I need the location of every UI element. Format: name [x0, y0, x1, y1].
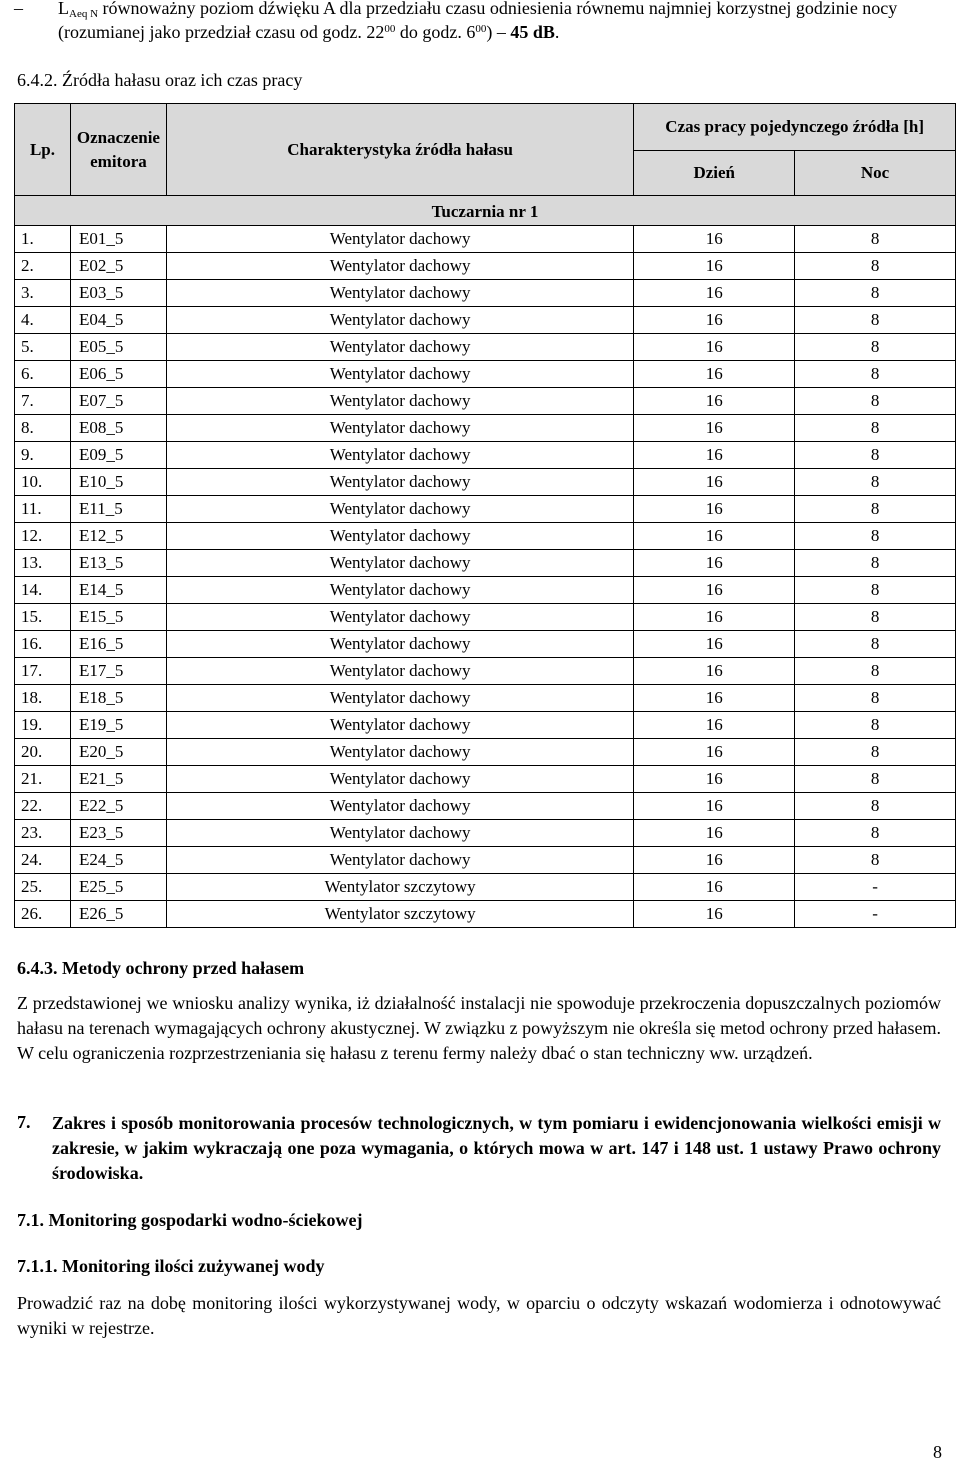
table-row — [15, 253, 956, 280]
table-row — [15, 361, 956, 388]
row-night: 8 — [795, 361, 956, 388]
header-night: Noc — [795, 151, 956, 196]
table-row — [15, 388, 956, 415]
row-lp: 5. — [15, 334, 71, 361]
table-row — [15, 604, 956, 631]
row-emitter: E23_5 — [70, 820, 166, 847]
table-row — [15, 793, 956, 820]
row-emitter: E21_5 — [70, 766, 166, 793]
row-characteristic: Wentylator szczytowy — [166, 901, 633, 928]
row-day: 16 — [634, 334, 795, 361]
row-night: 8 — [795, 577, 956, 604]
row-characteristic: Wentylator dachowy — [166, 523, 633, 550]
row-emitter: E25_5 — [70, 874, 166, 901]
intro-bullet — [14, 0, 944, 44]
row-lp: 15. — [15, 604, 71, 631]
row-characteristic: Wentylator dachowy — [166, 550, 633, 577]
row-emitter: E08_5 — [70, 415, 166, 442]
row-day: 16 — [634, 631, 795, 658]
row-characteristic: Wentylator dachowy — [166, 685, 633, 712]
row-lp: 12. — [15, 523, 71, 550]
row-night: 8 — [795, 226, 956, 253]
heading-6-4-3: 6.4.3. Metody ochrony przed hałasem — [17, 958, 305, 978]
row-day: 16 — [634, 361, 795, 388]
row-day: 16 — [634, 712, 795, 739]
row-day: 16 — [634, 847, 795, 874]
intro-text: $L_{Aeq N}$ równoważny poziom dźwięku A dla przedziału czasu odniesienia równemu najmniej korzystnej godzinie nocy (rozumianej jako przedział czasu od godz. $22^{00}$ do godz. $6^{00}) - 45$ dB. — [58, 0, 898, 42]
row-night: 8 — [795, 496, 956, 523]
row-night: 8 — [795, 307, 956, 334]
row-night: - — [795, 874, 956, 901]
row-lp: 20. — [15, 739, 71, 766]
row-characteristic: Wentylator dachowy — [166, 415, 633, 442]
row-characteristic: Wentylator dachowy — [166, 388, 633, 415]
row-night: 8 — [795, 631, 956, 658]
row-day: 16 — [634, 496, 795, 523]
row-emitter: E11_5 — [70, 496, 166, 523]
table-row — [15, 523, 956, 550]
row-emitter: E16_5 — [70, 631, 166, 658]
row-day: 16 — [634, 550, 795, 577]
row-characteristic: Wentylator dachowy — [166, 361, 633, 388]
row-characteristic: Wentylator dachowy — [166, 793, 633, 820]
page-number: 8 — [933, 1442, 942, 1462]
row-day: 16 — [634, 604, 795, 631]
table-row — [15, 307, 956, 334]
row-emitter: E24_5 — [70, 847, 166, 874]
row-lp: 1. — [15, 226, 71, 253]
row-lp: 7. — [15, 388, 71, 415]
row-lp: 18. — [15, 685, 71, 712]
row-lp: 13. — [15, 550, 71, 577]
paragraph-noise-protection: Z przedstawionej we wniosku analizy wynika, iż działalność instalacji nie spowoduje przekroczenia dopuszczalnych poziomów hałasu na terenach wymagających ochrony akustycznej. W związku z powyższym nie określa się metod ochrony przed hałasem. W celu ograniczenia rozprzestrzeniania się hałasu z terenu fermy należy dbać o stan techniczny ww. urządzeń. — [17, 993, 941, 1063]
row-lp: 21. — [15, 766, 71, 793]
row-lp: 23. — [15, 820, 71, 847]
row-night: 8 — [795, 523, 956, 550]
row-night: 8 — [795, 604, 956, 631]
row-lp: 26. — [15, 901, 71, 928]
row-night: 8 — [795, 334, 956, 361]
table-row — [15, 334, 956, 361]
row-lp: 3. — [15, 280, 71, 307]
row-lp: 8. — [15, 415, 71, 442]
row-night: 8 — [795, 469, 956, 496]
row-day: 16 — [634, 820, 795, 847]
row-emitter: E17_5 — [70, 658, 166, 685]
row-lp: 22. — [15, 793, 71, 820]
row-characteristic: Wentylator dachowy — [166, 280, 633, 307]
row-emitter: E02_5 — [70, 253, 166, 280]
row-lp: 10. — [15, 469, 71, 496]
table-row — [15, 280, 956, 307]
row-day: 16 — [634, 739, 795, 766]
table-row — [15, 685, 956, 712]
table-row — [15, 415, 956, 442]
table-row — [15, 874, 956, 901]
heading-7-1: 7.1. Monitoring gospodarki wodno-ściekowej — [17, 1210, 363, 1230]
section-7-heading: Zakres i sposób monitorowania procesów technologicznych, w tym pomiaru i ewidencjonowania wielkości emisji w zakresie, w jakim wykraczają one poza wymagania, o których mowa w art. 147 i 148 ust. 1 ustawy Prawo ochrony środowiska. — [52, 1113, 941, 1183]
row-night: 8 — [795, 712, 956, 739]
row-night: - — [795, 901, 956, 928]
row-characteristic: Wentylator dachowy — [166, 631, 633, 658]
row-night: 8 — [795, 658, 956, 685]
row-day: 16 — [634, 874, 795, 901]
row-characteristic: Wentylator dachowy — [166, 766, 633, 793]
header-characteristic: Charakterystyka źródła hałasu — [166, 104, 633, 196]
row-emitter: E03_5 — [70, 280, 166, 307]
row-night: 8 — [795, 442, 956, 469]
row-characteristic: Wentylator dachowy — [166, 820, 633, 847]
row-emitter: E12_5 — [70, 523, 166, 550]
row-characteristic: Wentylator dachowy — [166, 658, 633, 685]
heading-6-4-2: 6.4.2. Źródła hałasu oraz ich czas pracy — [17, 70, 303, 90]
table-row — [15, 820, 956, 847]
row-day: 16 — [634, 226, 795, 253]
row-day: 16 — [634, 442, 795, 469]
row-day: 16 — [634, 388, 795, 415]
header-emitter: Oznaczenie emitora — [70, 104, 166, 196]
row-emitter: E18_5 — [70, 685, 166, 712]
row-emitter: E05_5 — [70, 334, 166, 361]
row-lp: 25. — [15, 874, 71, 901]
row-day: 16 — [634, 577, 795, 604]
row-emitter: E06_5 — [70, 361, 166, 388]
table-row — [15, 469, 956, 496]
row-lp: 11. — [15, 496, 71, 523]
row-day: 16 — [634, 793, 795, 820]
row-characteristic: Wentylator dachowy — [166, 712, 633, 739]
row-lp: 14. — [15, 577, 71, 604]
row-day: 16 — [634, 766, 795, 793]
row-emitter: E04_5 — [70, 307, 166, 334]
row-emitter: E01_5 — [70, 226, 166, 253]
row-night: 8 — [795, 820, 956, 847]
table-row — [15, 847, 956, 874]
row-night: 8 — [795, 415, 956, 442]
row-lp: 24. — [15, 847, 71, 874]
row-day: 16 — [634, 658, 795, 685]
row-day: 16 — [634, 415, 795, 442]
table-row — [15, 901, 956, 928]
row-characteristic: Wentylator dachowy — [166, 604, 633, 631]
row-lp: 6. — [15, 361, 71, 388]
row-emitter: E20_5 — [70, 739, 166, 766]
table-row — [15, 739, 956, 766]
row-day: 16 — [634, 253, 795, 280]
section-row: Tuczarnia nr 1 — [15, 196, 956, 226]
row-night: 8 — [795, 739, 956, 766]
row-day: 16 — [634, 685, 795, 712]
row-characteristic: Wentylator dachowy — [166, 253, 633, 280]
header-day: Dzień — [634, 151, 795, 196]
table-row — [15, 226, 956, 253]
row-emitter: E13_5 — [70, 550, 166, 577]
row-night: 8 — [795, 685, 956, 712]
row-day: 16 — [634, 280, 795, 307]
row-lp: 19. — [15, 712, 71, 739]
row-night: 8 — [795, 793, 956, 820]
table-row — [15, 766, 956, 793]
row-day: 16 — [634, 523, 795, 550]
row-emitter: E15_5 — [70, 604, 166, 631]
row-day: 16 — [634, 307, 795, 334]
row-characteristic: Wentylator dachowy — [166, 307, 633, 334]
row-characteristic: Wentylator dachowy — [166, 226, 633, 253]
table-row — [15, 658, 956, 685]
row-emitter: E07_5 — [70, 388, 166, 415]
row-night: 8 — [795, 253, 956, 280]
row-lp: 17. — [15, 658, 71, 685]
table-row — [15, 550, 956, 577]
row-lp: 16. — [15, 631, 71, 658]
bullet-dash: – — [14, 0, 23, 18]
row-emitter: E10_5 — [70, 469, 166, 496]
row-emitter: E19_5 — [70, 712, 166, 739]
section-7-number: 7. — [17, 1112, 31, 1132]
noise-sources-table — [14, 103, 956, 928]
header-lp: Lp. — [15, 104, 71, 196]
table-row — [15, 712, 956, 739]
row-lp: 2. — [15, 253, 71, 280]
row-emitter: E22_5 — [70, 793, 166, 820]
row-night: 8 — [795, 766, 956, 793]
row-characteristic: Wentylator dachowy — [166, 334, 633, 361]
row-emitter: E14_5 — [70, 577, 166, 604]
paragraph-water-monitoring: Prowadzić raz na dobę monitoring ilości wykorzystywanej wody, w oparciu o odczyty wskazań wodomierza i odnotowywać wyniki w rejestrze. — [17, 1293, 941, 1338]
table-row — [15, 496, 956, 523]
row-characteristic: Wentylator dachowy — [166, 496, 633, 523]
row-characteristic: Wentylator dachowy — [166, 442, 633, 469]
header-work-time: Czas pracy pojedynczego źródła [h] — [634, 104, 956, 151]
row-characteristic: Wentylator dachowy — [166, 739, 633, 766]
table-row — [15, 631, 956, 658]
row-characteristic: Wentylator dachowy — [166, 577, 633, 604]
row-characteristic: Wentylator szczytowy — [166, 874, 633, 901]
table-row — [15, 577, 956, 604]
row-day: 16 — [634, 901, 795, 928]
row-day: 16 — [634, 469, 795, 496]
table-row — [15, 442, 956, 469]
row-lp: 9. — [15, 442, 71, 469]
row-lp: 4. — [15, 307, 71, 334]
heading-7-1-1: 7.1.1. Monitoring ilości zużywanej wody — [17, 1256, 325, 1276]
row-characteristic: Wentylator dachowy — [166, 847, 633, 874]
row-emitter: E09_5 — [70, 442, 166, 469]
row-night: 8 — [795, 280, 956, 307]
row-night: 8 — [795, 847, 956, 874]
row-emitter: E26_5 — [70, 901, 166, 928]
row-night: 8 — [795, 550, 956, 577]
row-characteristic: Wentylator dachowy — [166, 469, 633, 496]
row-night: 8 — [795, 388, 956, 415]
